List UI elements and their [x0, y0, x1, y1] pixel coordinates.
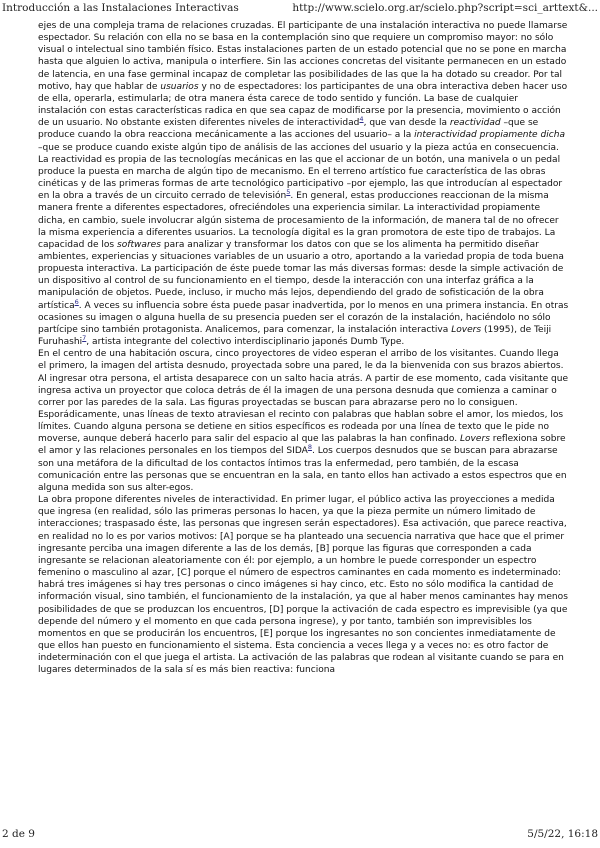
paragraph-lovers-description: En el centro de una habitación oscura, cinco proyectores de video esperan el arribo de los visitantes. Cuando llega el primero, la imagen del artista desnudo, proyectada sobre una pared, le da la bienvenida con sus brazos abiertos. Al ingresar otra persona, el artista desaparece con un salto hacia atrás. A partir de ese momento, cada visitante que ingresa activa un proyector que coloca detrás de él la imagen de una persona desnuda que comienza a caminar o correr por las paredes de la sala. Las figuras proyectadas se buscan para abrazarse pero no lo consiguen. Esporádicamente, unas líneas de texto atraviesan el recinto con palabras que hablan sobre el amor, los miedos, los límites. Cuando alguna persona se detiene en sitios específicos es rodeada por una línea de texto que le pide no moverse, aunque deberá hacerlo para salir del espacio al que las palabras la han confinado. Lovers reflexiona sobre el amor y las relaciones personales en los tiempos del SIDA$^8$. Los cuerpos desnudos que se buscan para abrazarse son una metáfora de la dificultad de los contactos íntimos tras la enfermedad, pero también, de la escasa comunicación entre las personas que se encuentran en la sala, en tanto ellos han activado a estos espectros que en alguna medida son sus alter-egos.: [38, 349, 569, 493]
paragraph-interactivity-levels: ejes de una compleja trama de relaciones cruzadas. El participante de una instalación interactiva no puede llamarse espectador. Su relación con ella no se basa en la contemplación sino que requiere un compromiso mayor: no sólo visual o intelectual sino también físico. Estas instalaciones parten de un estado potencial que no se pone en marcha hasta que alguien lo activa, manipula o interfiere. Sin las acciones concretas del visitante permanecen en un estado de latencia, en una fase germinal incapaz de completar las posibilidades de las que la ha dotado su creador. Por tal motivo, hay que hablar de usuarios y no de espectadores: los participantes de una obra interactiva deben hacer uso de ella, operarla, estimularla; de otra manera ésta carece de todo sentido y función. La base de cualquier instalación con estas características radica en que sea capaz de modificarse por la presencia, movimiento o acción de un usuario. No obstante existen diferentes niveles de interactividad$^4$, que van desde la reactividad –que se produce cuando la obra reacciona mecánicamente a las acciones del usuario– a la interactividad propiamente dicha –que se produce cuando existe algún tipo de análisis de las acciones del usuario y la pieza actúa en consecuencia. La reactividad es propia de las tecnologías mecánicas en las que el accionar de un botón, una manivela o un pedal produce la puesta en marcha de algún tipo de mecanismo. En el terreno artístico fue característica de las obras cinéticas y de las primeras formas de arte tecnológico participativo –por ejemplo, las que introducían al espectador en la obra a través de un circuito cerrado de televisión$^5$. En general, estas producciones reaccionan de la misma manera frente a diferentes espectadores, ofreciéndoles una experiencia similar. La interactividad propiamente dicha, en cambio, suele involucrar algún sistema de procesamiento de la información, de manera tal de no ofrecer la misma experiencia a diferentes usuarios. La tecnología digital es la gran promotora de este tipo de trabajos. La capacidad de los softwares para analizar y transformar los datos con que se los alimenta ha permitido diseñar ambientes, experiencias y situaciones variables de un usuario a otro, aportando a la variedad propia de toda buena propuesta interactiva. La participación de éste puede tomar las más diversas formas: desde la simple activación de un dispositivo al control de su funcionamiento en el tiempo, desde la interacción con una interfaz gráfica a la manipulación de objetos. Puede, incluso, ir mucho más lejos, dependiendo del grado de sofisticación de la obra artística$^6$. A veces su influencia sobre ésta puede pasar inadvertida, por lo menos en una primera instancia. En otras ocasiones su imagen o alguna huella de su presencia pueden ser el corazón de la instalación, haciéndolo no sólo partícipe sino también protagonista. Analicemos, para comenzar, la instalación interactiva Lovers (1995), de Teiji Furuhashi$^7$, artista integrante del colectivo interdisciplinario japonés Dumb Type.: [38, 21, 569, 348]
browser-print-header: [2, 2, 598, 16]
page-number: 2 de 9: [2, 828, 35, 840]
footnote-ref-6[interactable]: 6: [74, 297, 79, 306]
footnote-ref-4[interactable]: 4: [359, 115, 364, 124]
footnote-ref-8[interactable]: 8: [307, 443, 312, 452]
page-title: Introducción a las Instalaciones Interactivas: [2, 2, 239, 14]
article-body: [38, 20, 569, 818]
paragraph-interactivity-analysis: La obra propone diferentes niveles de interactividad. En primer lugar, el público activa las proyecciones a medida que ingresa (en realidad, sólo las primeras personas lo hacen, ya que la pieza permite un número limitado de interacciones; traspasado éste, las personas que ingresen serán espectadores). Esa activación, que parece reactiva, en realidad no lo es por varios motivos: [A] porque se ha planteado una secuencia narrativa que hace que el primer ingresante perciba una imagen diferente a las de los demás, [B] porque las figuras que corresponden a cada ingresante se relacionan aleatoriamente con él: por ejemplo, a un hombre le puede corresponder un espectro femenino o masculino al azar, [C] porque el número de espectros caminantes en cada momento es indeterminado: habrá tres imágenes si hay tres personas o cinco imágenes si hay cinco, etc. Esto no sólo modifica la cantidad de información visual, sino también, el funcionamiento de la instalación, ya que al haber menos caminantes hay menos posibilidades de que se produzcan los encuentros, [D] porque la activación de cada espectro es imprevisible (ya que depende del número y el momento en que cada persona ingrese), y por tanto, también son imprevisibles los momentos en que se producirán los encuentros, [E] porque los ingresantes no son concientes inmediatamente de que ellos han puesto en funcionamiento el sistema. Esta conciencia a veces llega y a veces no: es otro factor de indeterminación con el que juega el artista. La activación de las palabras que rodean al visitante cuando se para en lugares determinados de la sala sí es más bien reactiva: funciona: [38, 495, 568, 676]
footnote-ref-5[interactable]: 5: [286, 188, 291, 197]
browser-print-footer: [2, 828, 598, 842]
print-datetime: 5/5/22, 16:18: [527, 828, 598, 840]
page-url: http://www.scielo.org.ar/scielo.php?script=sci_arttext&...: [292, 2, 598, 14]
footnote-ref-7[interactable]: 7: [82, 334, 87, 343]
